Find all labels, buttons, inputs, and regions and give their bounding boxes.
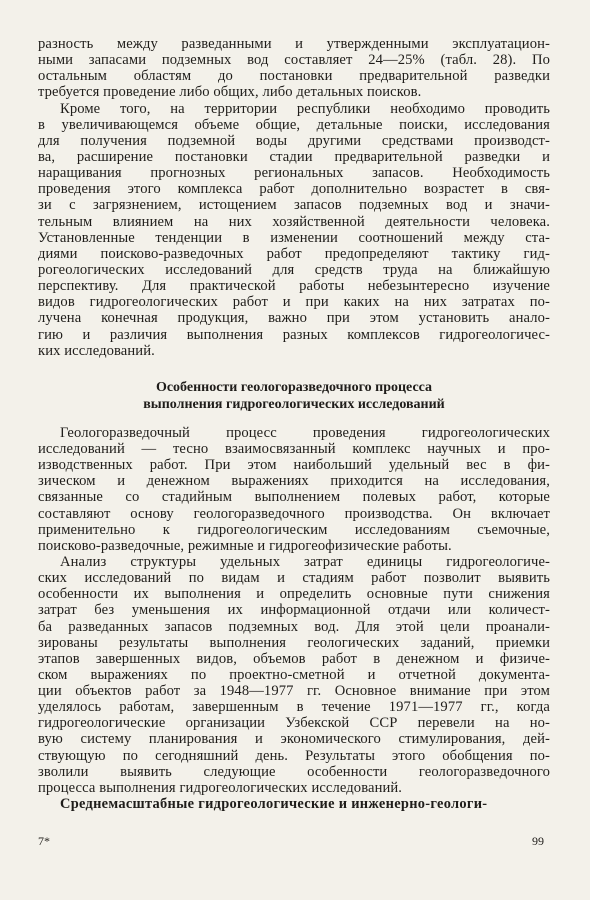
text-line: ском выражениях по проектно-сметной и отчетной документа- xyxy=(38,666,550,683)
text-line: Кроме того, на территории республики необходимо проводить xyxy=(60,100,550,117)
text-line: вую систему планирования и экономического стимулирования, дей- xyxy=(38,731,550,748)
text-line: связанные со стадийным выполнением полевых работ, которые xyxy=(38,489,550,506)
text-line: изводственных работ. При этом наибольший удельный вес в фи- xyxy=(38,457,550,474)
text-line: ских исследований по видам и стадиям работ позволит выявить xyxy=(38,570,550,587)
text-line: ными запасами подземных вод составляет 24—25% (табл. 28). По xyxy=(38,52,550,69)
heading-line: выполнения гидрогеологических исследований xyxy=(143,396,445,412)
spacer xyxy=(38,359,550,379)
text-line: поисково-разведочные, режимные и гидрогеофизические работы. xyxy=(38,537,452,554)
paragraph xyxy=(38,101,550,359)
text-line: ции объектов работ за 1948—1977 гг. Основное внимание при этом xyxy=(38,683,550,700)
run-in-subheading: Среднемасштабные гидрогеологические и инженерно-геологи- xyxy=(60,796,488,813)
heading-line: Особенности геологоразведочного процесса xyxy=(155,379,433,395)
text-line: требуется проведение либо общих, либо детальных поисков. xyxy=(38,84,422,101)
text-line: тельным влиянием на них хозяйственной деятельности человека. xyxy=(38,213,550,230)
text-line: зволили выявить следующие особенности геологоразведочного xyxy=(38,763,550,780)
text-line: диями поисково-разведочных работ предопределяют тактику гид- xyxy=(38,245,550,262)
text-line: ствующую по сегодняшний день. Результаты этого обобщения по- xyxy=(38,747,550,764)
text-line: уделялось работам, завершенным в течение 1971—1977 гг., когда xyxy=(38,699,550,716)
paragraph xyxy=(38,425,550,554)
text-line: рогеологических исследований для средств труда на ближайшую xyxy=(38,261,550,278)
text-line: ба разведанных запасов подземных вод. Для этой цели проанали- xyxy=(38,618,550,635)
text-line: процесса выполнения гидрогеологических исследований. xyxy=(38,779,403,796)
text-line: гию и различия выполнения разных комплексов гидрогеологичес- xyxy=(38,326,550,343)
text-line: Анализ структуры удельных затрат единицы гидрогеологиче- xyxy=(60,553,550,570)
text-line: составляют основу геологоразведочного производства. Он включает xyxy=(38,505,550,522)
text-line: ва, расширение постановки стадии предварительной разведки и xyxy=(38,148,550,165)
text-line: зи с загрязнением, истощением запасов подземных вод и значи- xyxy=(38,197,550,214)
paragraph xyxy=(38,36,550,101)
text-line: этапов завершенных видов, объемов работ в денежном и физиче- xyxy=(38,650,550,667)
page-footer xyxy=(38,834,544,850)
text-line: применительно к гидрогеологическим исследованиям съемочные, xyxy=(38,521,550,538)
text-line: Геологоразведочный процесс проведения гидрогеологических xyxy=(60,424,550,441)
text-line: лучена конечная продукция, важно при этом установить анало- xyxy=(38,310,550,327)
text-line: зическом и денежном выражениях приходится на исследования, xyxy=(38,473,550,490)
page-number: 99 xyxy=(532,834,544,848)
text-line: ких исследований. xyxy=(38,342,155,359)
text-line: затрат без уменьшения их информационной отдачи или количест- xyxy=(38,602,550,619)
spacer xyxy=(38,413,550,425)
text-line: гидрогеологические организации Узбекской ССР перевели на но- xyxy=(38,715,550,732)
text-line: разность между разведанными и утвержденными эксплуатацион- xyxy=(38,36,550,52)
section-heading xyxy=(38,379,550,413)
text-line: перспективу. Для практической работы небезынтересно изучение xyxy=(38,278,550,295)
text-line: Установленные тенденции в изменении соотношений между ста- xyxy=(38,229,550,246)
text-line: исследований — тесно взаимосвязанный комплекс научных и про- xyxy=(38,440,550,457)
text-line: для получения подземной воды другими средствами производст- xyxy=(38,132,550,149)
text-line: зированы результаты выполнения геологических заданий, приемки xyxy=(38,634,550,651)
page-body xyxy=(38,36,550,813)
text-line: в увеличивающемся объеме общие, детальные поиски, исследования xyxy=(38,116,550,133)
text-line: видов гидрогеологических работ и при каких на них затратах по- xyxy=(38,294,550,311)
text-line: наращивания прогнозных региональных запасов. Необходимость xyxy=(38,165,550,182)
text-line: проведения этого комплекса работ дополнительно возрастет в свя- xyxy=(38,181,550,198)
signature-mark: 7* xyxy=(38,834,50,848)
text-line: особенности их выполнения и определить основные пути снижения xyxy=(38,586,550,603)
paragraph xyxy=(38,554,550,796)
text-line: остальным областям до постановки предварительной разведки xyxy=(38,68,550,85)
